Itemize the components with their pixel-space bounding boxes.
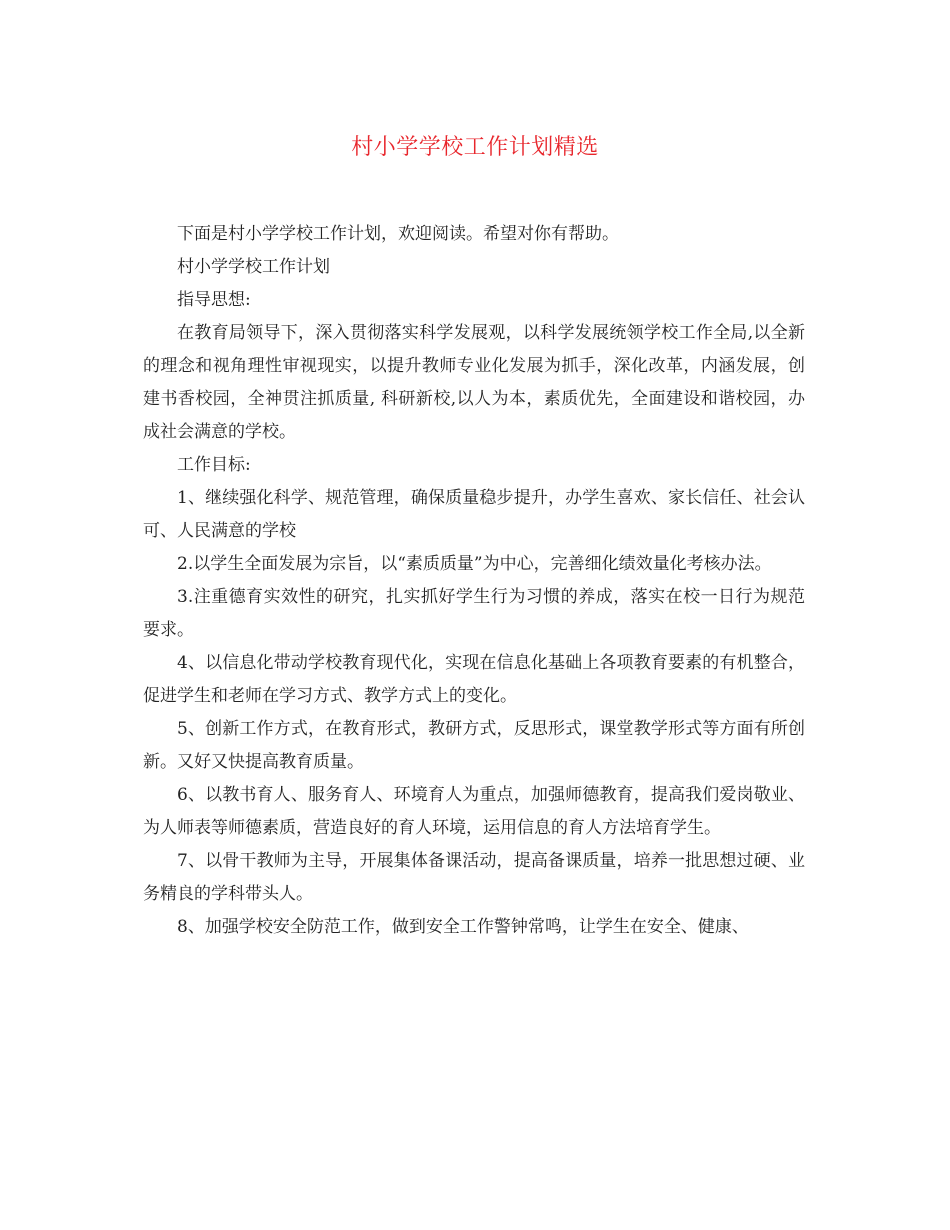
paragraph-plan-heading: 村小学学校工作计划: [177, 257, 330, 277]
paragraph-goal-8: 8、加强学校安全防范工作，做到安全工作警钟常鸣，让学生在安全、健康、: [177, 917, 749, 937]
paragraph-goal-7: 7、以骨干教师为主导，开展集体备课活动，提高备课质量，培养一批思想过硬、业务精良的学科带头人。: [143, 851, 805, 904]
document-body: [143, 218, 805, 944]
paragraph-goal-4: 4、以信息化带动学校教育现代化，实现在信息化基础上各项教育要素的有机整合，促进学生和老师在学习方式、教学方式上的变化。: [143, 653, 805, 706]
paragraph-guiding-text: 在教育局领导下，深入贯彻落实科学发展观，以科学发展统领学校工作全局,以全新的理念和视角理性审视现实，以提升教师专业化发展为抓手，深化改革，内涵发展，创建书香校园，全神贯注抓质量, 科研新校,以人为本，素质优先，全面建设和谐校园，办成社会满意的学校。: [143, 323, 805, 442]
paragraph-goal-3: 3.注重德育实效性的研究，扎实抓好学生行为习惯的养成，落实在校一日行为规范要求。: [143, 587, 805, 640]
paragraph-guiding-heading: 指导思想:: [177, 290, 251, 310]
paragraph-goal-1: 1、继续强化科学、规范管理，确保质量稳步提升，办学生喜欢、家长信任、社会认可、人民满意的学校: [143, 488, 805, 541]
paragraph-intro: 下面是村小学学校工作计划，欢迎阅读。希望对你有帮助。: [177, 224, 619, 244]
paragraph-goal-5: 5、创新工作方式，在教育形式，教研方式，反思形式，课堂教学形式等方面有所创新。又好又快提高教育质量。: [143, 719, 805, 772]
document-title: 村小学学校工作计划精选: [351, 135, 599, 160]
paragraph-goal-6: 6、以教书育人、服务育人、环境育人为重点，加强师德教育，提高我们爱岗敬业、为人师表等师德素质，营造良好的育人环境，运用信息的育人方法培育学生。: [143, 785, 805, 838]
paragraph-goals-heading: 工作目标:: [177, 455, 251, 475]
paragraph-goal-2: 2.以学生全面发展为宗旨，以“素质质量”为中心，完善细化绩效量化考核办法。: [177, 554, 772, 574]
